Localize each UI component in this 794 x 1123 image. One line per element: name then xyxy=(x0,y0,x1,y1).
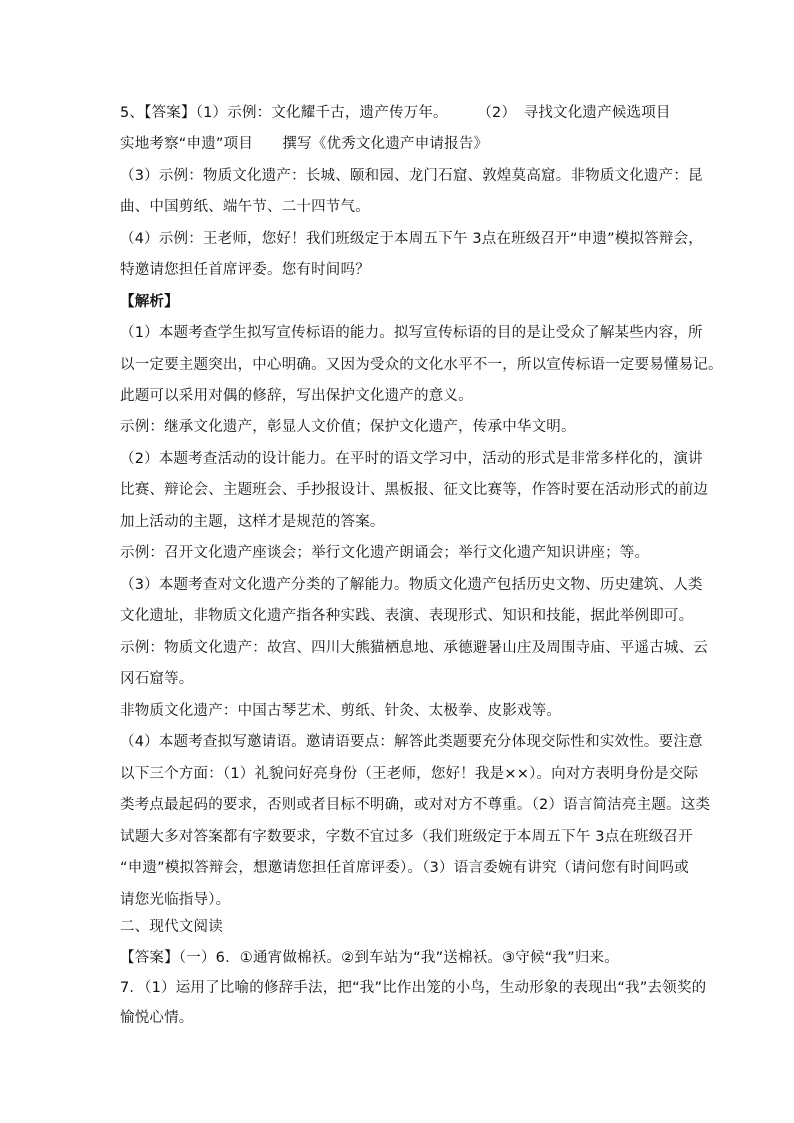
text-line: 【答案】（一）6．①通宵做棉袄。②到车站为“我”送棉袄。③守候“我”归来。 xyxy=(120,950,619,966)
text-line: （2）本题考查活动的设计能力。在平时的语文学习中，活动的形式是非常多样化的，演讲 xyxy=(120,451,703,467)
text-line: 特邀请您担任首席评委。您有时间吗？ xyxy=(120,262,370,278)
text-line: （1）本题考查学生拟写宣传标语的能力。拟写宣传标语的目的是让受众了解某些内容，所 xyxy=(120,325,703,341)
text-line: 愉悦心情。 xyxy=(120,1010,194,1026)
text-line: 此题可以采用对偶的修辞，写出保护文化遗产的意义。 xyxy=(120,388,473,404)
text-line: 文化遗址，非物质文化遗产指各种实践、表演、表现形式、知识和技能，据此举例即可。 xyxy=(120,608,694,624)
text-line: 以下三个方面：（1）礼貌问好亮身份（王老师，您好！我是××）。向对方表明身份是交际 xyxy=(120,766,699,782)
text-line: 曲、中国剪纸、端午节、二十四节气。 xyxy=(120,199,370,215)
text-line: （3）示例：物质文化遗产：长城、颐和园、龙门石窟、敦煌莫高窟。非物质文化遗产：昆 xyxy=(120,168,703,184)
text-line: 请您光临指导）。 xyxy=(120,892,231,908)
text-line: 冈石窟等。 xyxy=(120,671,194,687)
text-line: 非物质文化遗产：中国古琴艺术、剪纸、针灸、太极拳、皮影戏等。 xyxy=(120,703,561,719)
text-line: 示例：物质文化遗产：故宫、四川大熊猫栖息地、承德避暑山庄及周围寺庙、平遥古城、云 xyxy=(120,640,708,656)
text-line: 7．（1）运用了比喻的修辞手法，把“我”比作出笼的小鸟，生动形象的表现出“我”去领奖的 xyxy=(120,980,707,996)
text-line: 加上活动的主题，这样才是规范的答案。 xyxy=(120,514,385,530)
text-line: 示例：召开文化遗产座谈会；举行文化遗产朗诵会；举行文化遗产知识讲座；等。 xyxy=(120,545,650,561)
section-heading: 【解析】 xyxy=(120,294,179,310)
text-line: 示例：继承文化遗产，彰显人文价值；保护文化遗产，传承中华文明。 xyxy=(120,419,576,435)
text-line: （4）示例：王老师，您好！我们班级定于本周五下午 3点在班级召开“申遗”模拟答辩会， xyxy=(120,231,703,247)
text-line: “申遗”模拟答辩会，想邀请您担任首席评委）。（3）语言委婉有讲究（请问您有时间吗或 xyxy=(120,860,689,876)
text-line: 以一定要主题突出，中心明确。又因为受众的文化水平不一，所以宣传标语一定要易懂易记。 xyxy=(120,357,723,373)
section-heading: 二、现代文阅读 xyxy=(120,919,223,935)
text-line: 实地考察“申遗”项目 撰写《优秀文化遗产申请报告》 xyxy=(120,136,489,152)
text-line: 5、【答案】（1）示例：文化耀千古，遗产传万年。 （2） 寻找文化遗产候选项目 xyxy=(120,105,671,121)
text-line: （3）本题考查对文化遗产分类的了解能力。物质文化遗产包括历史文物、历史建筑、人类 xyxy=(120,577,703,593)
text-line: （4）本题考查拟写邀请语。邀请语要点：解答此类题要充分体现交际性和实效性。要注意 xyxy=(120,734,703,750)
text-line: 试题大多对答案都有字数要求，字数不宜过多（我们班级定于本周五下午 3点在班级召开 xyxy=(120,829,693,845)
text-line: 比赛、辩论会、主题班会、手抄报设计、黑板报、征文比赛等，作答时要在活动形式的前边 xyxy=(120,482,708,498)
text-line: 类考点最起码的要求，否则或者目标不明确，或对对方不尊重。（2）语言简洁亮主题。这类 xyxy=(120,797,711,813)
